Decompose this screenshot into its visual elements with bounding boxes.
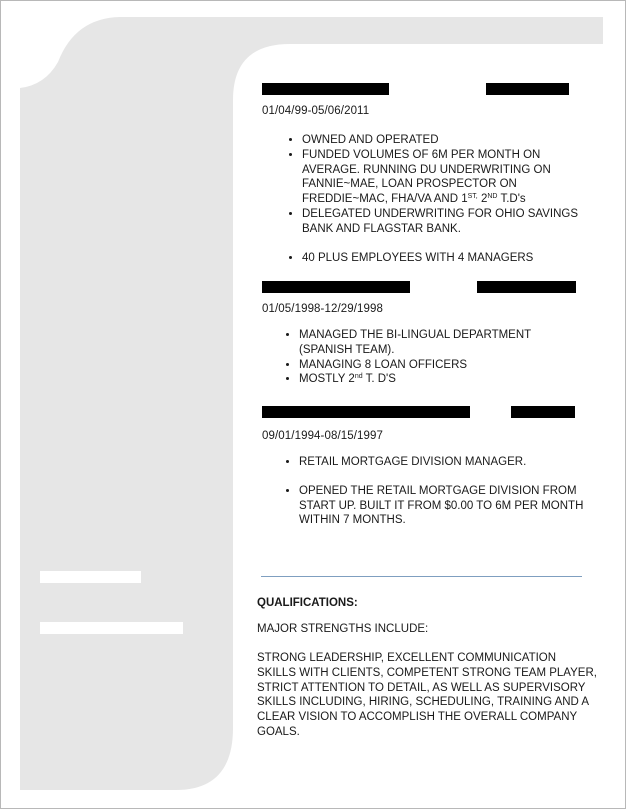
- job-dates: 09/01/1994-08/15/1997: [262, 430, 384, 442]
- list-item: • MANAGING 8 LOAN OFFICERS: [299, 358, 584, 373]
- qualifications-intro: MAJOR STRENGTHS INCLUDE:: [257, 623, 429, 635]
- sidebar-redacted-line: [40, 571, 141, 583]
- list-item: • FUNDED VOLUMES OF 6M PER MONTH ON AVERAGE. RUNNING DU UNDERWRITING ON FANNIE~MAE, LOAN PROSPECTOR ON FREDDIE~MAC, FHA/VA AND $1^{ST,}$ 2ND T.D's: [302, 148, 587, 207]
- redacted-job-title: [477, 281, 576, 293]
- job-dates: 01/04/99-05/06/2011: [262, 105, 370, 117]
- sidebar-redacted-line: [40, 622, 183, 634]
- job-duties-list: [279, 328, 584, 387]
- redacted-company-name: [262, 83, 389, 95]
- redacted-company-name: [262, 406, 470, 418]
- job-dates: 01/05/1998-12/29/1998: [262, 303, 384, 315]
- qualifications-heading: QUALIFICATIONS:: [257, 597, 358, 609]
- job-duties-list: [282, 133, 587, 265]
- list-item: • DELEGATED UNDERWRITING FOR OHIO SAVINGS BANK AND FLAGSTAR BANK.: [302, 207, 587, 237]
- list-item: • OPENED THE RETAIL MORTGAGE DIVISION FROM START UP. BUILT IT FROM $0.00 TO 6M PER MONTH WITHIN 7 MONTHS.: [299, 484, 609, 528]
- list-item: • 40 PLUS EMPLOYEES WITH 4 MANAGERS: [302, 251, 587, 266]
- redacted-job-title: [511, 406, 575, 418]
- list-item: • MANAGED THE BI-LINGUAL DEPARTMENT (SPANISH TEAM).: [299, 328, 584, 358]
- list-item: • RETAIL MORTGAGE DIVISION MANAGER.: [299, 455, 609, 470]
- redacted-company-name: [262, 281, 410, 293]
- redacted-job-title: [486, 83, 569, 95]
- section-divider: [261, 576, 582, 577]
- qualifications-body: STRONG LEADERSHIP, EXCELLENT COMMUNICATION SKILLS WITH CLIENTS, COMPETENT STRONG TEAM PLAYER, STRICT ATTENTION TO DETAIL, AS WELL AS SUPERVISORY SKILLS INCLUDING, HIRING, SCHEDULING, TRAINING AND A CLEAR VISION TO ACCOMPLISH THE OVERALL COMPANY GOALS.: [257, 652, 597, 738]
- list-item: • MOSTLY 2nd T. D'S: [299, 372, 584, 387]
- job-duties-list: [279, 455, 609, 528]
- list-item: • OWNED AND OPERATED: [302, 133, 587, 148]
